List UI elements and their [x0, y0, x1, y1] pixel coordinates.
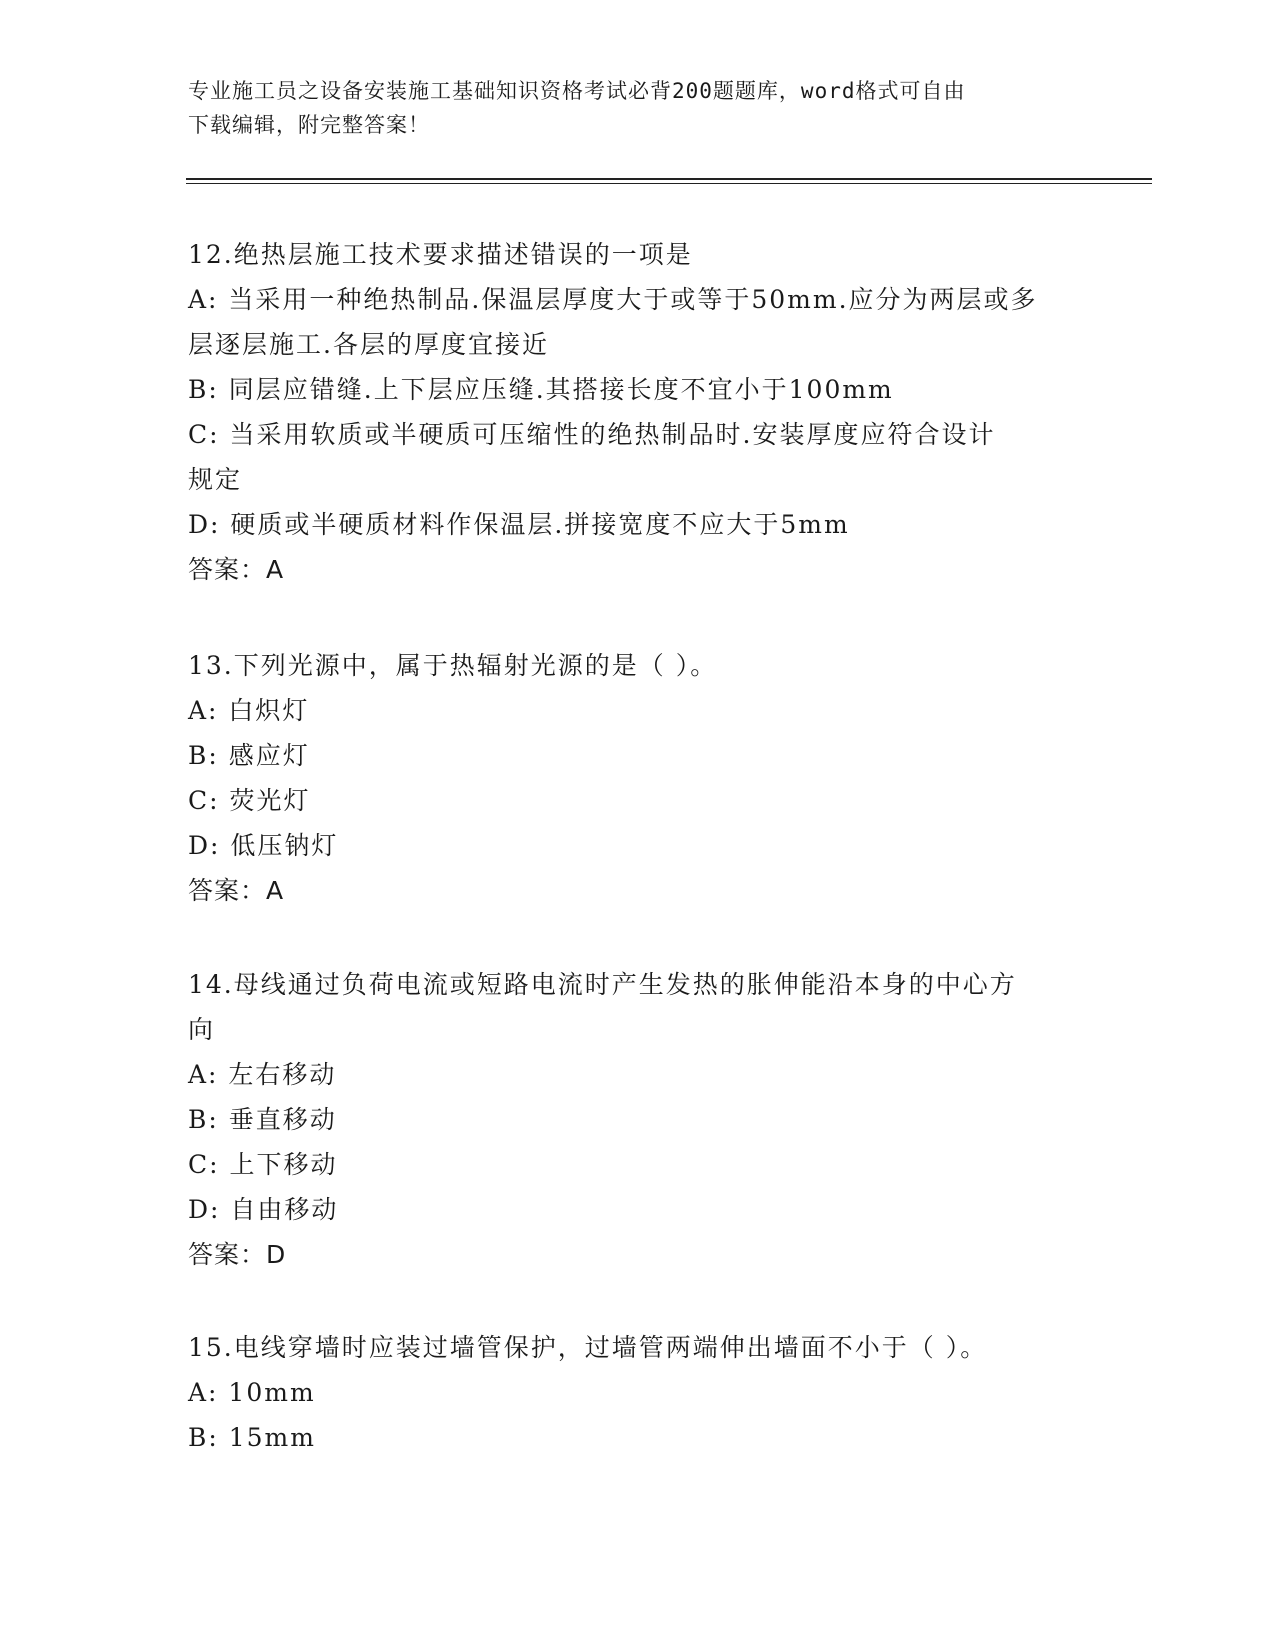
option-b: B: 垂直移动 [188, 1105, 337, 1134]
option-d: D: 低压钠灯 [188, 831, 339, 860]
question-stem: 13.下列光源中，属于热辐射光源的是（ ）。 [188, 651, 718, 680]
question-15 [188, 1325, 1088, 1460]
header-title-line-2: 下载编辑，附完整答案！ [188, 113, 430, 137]
document-header [188, 74, 1088, 142]
question-stem-line-1: 14.母线通过负荷电流或短路电流时产生发热的胀伸能沿本身的中心方 [188, 970, 1017, 999]
option-c-line-2: 规定 [188, 465, 243, 494]
question-13 [188, 643, 1088, 913]
option-d: D: 自由移动 [188, 1195, 339, 1224]
option-a: A: 白炽灯 [188, 696, 310, 725]
option-b: B: 同层应错缝.上下层应压缝.其搭接长度不宜小于100mm [188, 375, 894, 404]
option-a: A: 10mm [188, 1378, 316, 1407]
question-14 [188, 962, 1088, 1277]
question-12 [188, 232, 1088, 592]
option-a-line-2: 层逐层施工.各层的厚度宜接近 [188, 330, 549, 359]
question-stem: 15.电线穿墙时应装过墙管保护，过墙管两端伸出墙面不小于（ ）。 [188, 1333, 988, 1362]
option-c-line-1: C: 当采用软质或半硬质可压缩性的绝热制品时.安装厚度应符合设计 [188, 420, 996, 449]
option-a [188, 277, 1088, 367]
option-b: B: 15mm [188, 1423, 316, 1452]
answer: 答案：A [188, 555, 285, 584]
question-stem-line-2: 向 [188, 1015, 216, 1044]
header-title-line-1: 专业施工员之设备安装施工基础知识资格考试必背200题题库，word格式可自由 [188, 79, 966, 103]
option-d: D: 硬质或半硬质材料作保温层.拼接宽度不应大于5mm [188, 510, 850, 539]
option-a: A: 左右移动 [188, 1060, 337, 1089]
option-c [188, 412, 1088, 502]
option-c: C: 荧光灯 [188, 786, 311, 815]
header-divider-thick [186, 178, 1152, 180]
option-c: C: 上下移动 [188, 1150, 338, 1179]
option-a-line-1: A: 当采用一种绝热制品.保温层厚度大于或等于50mm.应分为两层或多 [188, 285, 1038, 314]
option-b: B: 感应灯 [188, 741, 310, 770]
answer: 答案：A [188, 876, 285, 905]
answer: 答案：D [188, 1240, 287, 1269]
header-divider-thin [186, 183, 1152, 184]
question-stem: 12.绝热层施工技术要求描述错误的一项是 [188, 240, 693, 269]
